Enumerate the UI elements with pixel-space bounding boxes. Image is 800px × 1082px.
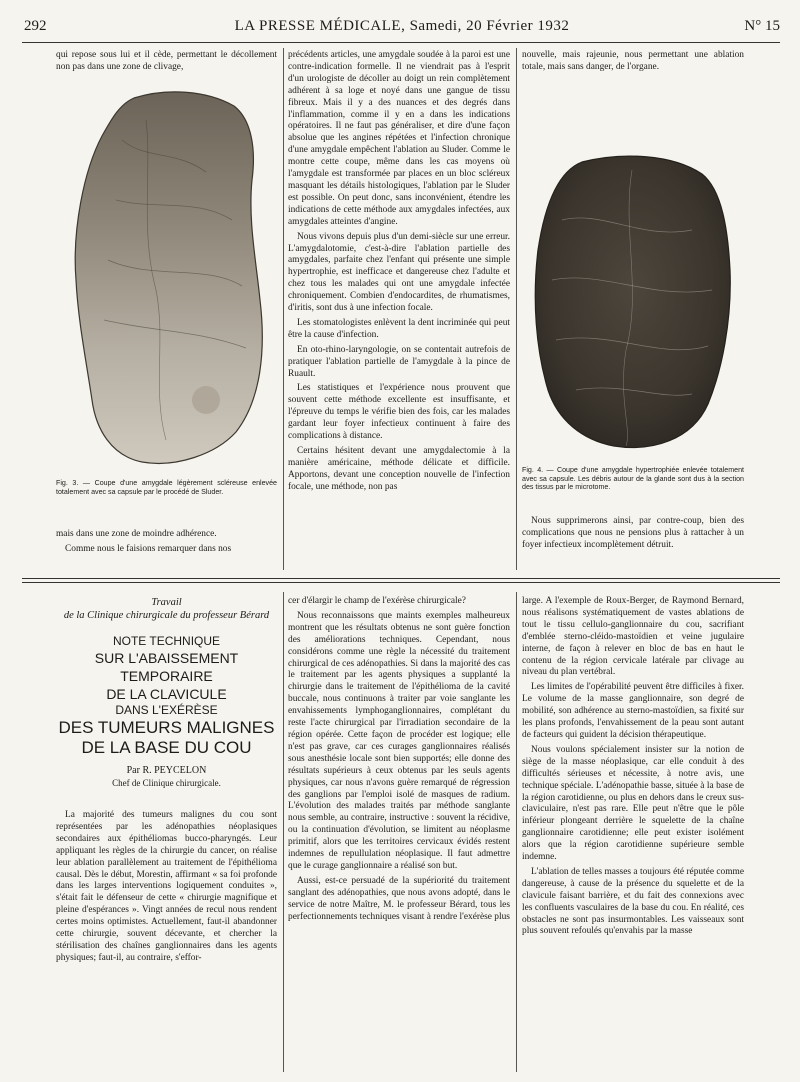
column-rule xyxy=(516,592,517,1072)
top-col2-text: précédents articles, une amygdale soudée à la paroi est une contre-indication formelle. Il ne viendrait pas à l'esprit d'un urologiste de décoller au doigt un rein complètement adhérent à sa loge et noyé dans une gangue de tissu fibreux. Mais il y a des nuances et des degrés dans l'inflammation, comme il y en a dans les indications opératoires. Il ne faut pas généraliser, et dire d'une façon absolue que les angines répétées et l'infection chronique d'une amygdale empêchent l'ablation au Sluder. Comme le montre cette coupe, même dans les cas moyens où l'amygdale est transformée par places en un bloc scléreux masquant les détails histologiques, l'ablation par le Sluder est possible. On peut donc, sans inconvénient, étendre les indications de cette méthode aux amygdales infectées, aux amygdales atteintes d'angine. Nous vivons depuis plus d'un demi-siècle sur une erreur. L'amygdalotomie, c'est-à-dire l'ablation partielle des amygdales, parfaite chez l'enfant qui présente une simple hypertrophie, est inefficace et dangereuse chez l'adulte et chez tous les malades qui ont une amygdale infectée chroniquement. Combien d'endocardites, de rhumatismes, d'iritis, sont dus à une infection focale. Les stomatologistes enlèvent la dent incriminée qui peut être la cause d'infection. En oto-rhino-laryngologie, on se contentait autrefois de pratiquer l'ablation partielle de l'amygdale à la pince de Ruault. Les statistiques et l'expérience nous prouvent que souvent cette méthode excellente est insuffisante, et l'épreuve du temps le vérifie bien des fois, car les malades gardant leur foyer infectieux continuent à faire des complications à distance. Certains hésitent devant une amygdalectomie à la manière américaine, méthode délicate et difficile. Apportons, devant une conception nouvelle de l'infection focale, une méthode, non pas xyxy=(288,50,510,492)
section-label: NOTE TECHNIQUE xyxy=(112,634,221,648)
column-rule xyxy=(283,592,284,1072)
figure-3-tonsil-section xyxy=(56,80,277,472)
journal-title: LA PRESSE MÉDICALE, Samedi, 20 Février 1932 xyxy=(234,18,570,34)
author-affiliation: Chef de Clinique chirurgicale. xyxy=(112,778,221,788)
article-title: DES TUMEURS MALIGNES xyxy=(58,718,275,737)
article-title: SUR L'ABAISSEMENT TEMPORAIRE xyxy=(94,650,239,684)
section-rule xyxy=(22,578,780,579)
top-col3-intro: nouvelle, mais rajeunie, nous permettant une ablation totale, mais sans danger, de l'organe. xyxy=(522,50,744,72)
article-title: DE LA BASE DU COU xyxy=(81,738,252,757)
article-col2-text: cer d'élargir le champ de l'exérèse chirurgicale? Nous reconnaissons que maints exemples malheureux montrent que les résultats obtenus ne sont guère fonction des améliorations techniques. Cependant, nous considérons comme une règle la nécessité du traitement chirurgical de ces adénopathies. Si dans la majorité des cas le traitement par les agents physiques a supplanté la chirurgie dans le traitement de l'épithélioma de la cavité buccale, nous continuons à traiter par voie sanglante les envahissements lymphoganglionnaires, complétant du reste l'acte chirurgical par l'irradiation secondaire de la région opérée. Cette façon de procéder est logique; elle n'est pas grave, car ces curages ganglionnaires réalisés sous anesthésie locale sont bien supportés; elle donne des résultats supérieurs à ceux obtenus par les seuls agents physiques, car nous n'avons guère remarqué de régression des ganglions par l'emploi isolé de masques de radium. L'évolution des malades traités par méthode sanglante nous semble, au contraire, instructive : souvent la récidive, ou la continuation d'évolution, se limitent au néoplasme primitif, alors que les territoires cervicaux évidés restent indemnes de repullulation néoplasique. Il faut admettre que le curage ganglionnaire a réalisé son but. Aussi, est-ce persuadé de la supériorité du traitement sanglant des adénopathies, que nous avons adopté, dans le service de notre Maître, M. le professeur Bérard, tous les perfectionnements techniques visant à rendre l'exérèse plus xyxy=(288,596,510,922)
article-title: DE LA CLAVICULE xyxy=(106,686,227,702)
article-title: DANS L'EXÉRÈSE xyxy=(115,703,218,717)
running-head xyxy=(24,18,780,40)
article-col3-text: large. A l'exemple de Roux-Berger, de Raymond Bernard, nous réalisons systématiquement de vastes ablations de tout le tissu cellulo-ganglionnaire du cou, sacrifiant d'emblée sterno-cléido-mastoïdien et veine jugulaire interne, de façon à relever en bloc de bas en haut le contenu de la région cervicale latérale par clivage au niveau du plan vertébral. Les limites de l'opérabilité peuvent être difficiles à fixer. Le volume de la masse ganglionnaire, son degré de mobilité, son adhérence au sterno-mastoïdien, sa fixité sur les plans profonds, l'envahissement de la peau sont autant de facteurs qui guident la décision thérapeutique. Nous voulons spécialement insister sur la notion de siège de la masse néoplasique, car elle conduit à des difficultés sérieuses et nécessite, à notre avis, une technique spéciale. L'adénopathie basse, située à la base de la région carotidienne, ou plus en dehors dans le creux sus-claviculaire, n'est pas rare. Elle peut n'être que le pôle inférieur plongeant derrière le squelette de la chaîne ganglionnaire carotidienne; elle peut exister isolément alors que la région carotidienne supérieure semble indemne. L'ablation de telles masses a toujours été réputée comme dangereuse, à cause de la présence du squelette et de la clavicule faisant barrière, et du fait des connexions avec les confluents vasculaires de la base du cou. En réalité, ces obstacles ne sont pas insurmontables. Les vaisseaux sont plus souvent refoulés qu'envahis par la masse xyxy=(522,596,744,937)
section-rule xyxy=(22,582,780,583)
top-col1-intro: qui repose sous lui et il cède, permettant le décollement non pas dans une zone de clivage, xyxy=(56,50,277,72)
issue-number: N° 15 xyxy=(744,18,780,34)
column-rule xyxy=(283,48,284,570)
article-kicker: Travail xyxy=(151,597,182,608)
figure-4-caption: Fig. 4. — Coupe d'une amygdale hypertrophiée enlevée totalement avec sa capsule. Les débris autour de la glande sont dus à la section des tissus par le microtome. xyxy=(522,466,744,492)
article-col1-text: La majorité des tumeurs malignes du cou sont représentées par les adénopathies néoplasiques secondaires aux épithéliomas bucco-pharyngés. Leur appliquant les règles de la chirurgie du cancer, on réalise leur ablation parallèlement au traitement de l'épithélioma causal. Dès le début, Morestin, affirmant « sa foi profonde dans les larges interventions logiquement conduites », s'était fait le défenseur de cette « chirurgie magnifique et pleine d'espérances ». Vingt années de recul nous rendent certes moins optimistes. Actuellement, faut-il abandonner cette chirurgie, souvent décevante, et chercher la stérilisation des chaînes ganglionnaires dans les agents physiques; faut-il, au contraire, s'effor- xyxy=(56,810,277,963)
column-rule xyxy=(516,48,517,570)
article-kicker: de la Clinique chirurgicale du professeur Bérard xyxy=(63,610,270,621)
top-col1-continued: mais dans une zone de moindre adhérence. Comme nous le faisions remarquer dans nos xyxy=(56,529,232,554)
article-heading xyxy=(56,596,277,789)
figure-3-caption: Fig. 3. — Coupe d'une amygdale légèrement scléreuse enlevée totalement avec sa capsule par le procédé de Sluder. xyxy=(56,479,277,496)
author-byline: Par R. PEYCELON xyxy=(126,765,207,776)
figure-4-tonsil-section xyxy=(522,150,744,456)
top-col3-continued: Nous supprimerons ainsi, par contre-coup, bien des complications que nous ne pensions plus à rattacher à un foyer infectieux incomplètement détruit. xyxy=(522,516,744,550)
page-number: 292 xyxy=(24,18,47,34)
header-rule xyxy=(22,42,780,43)
